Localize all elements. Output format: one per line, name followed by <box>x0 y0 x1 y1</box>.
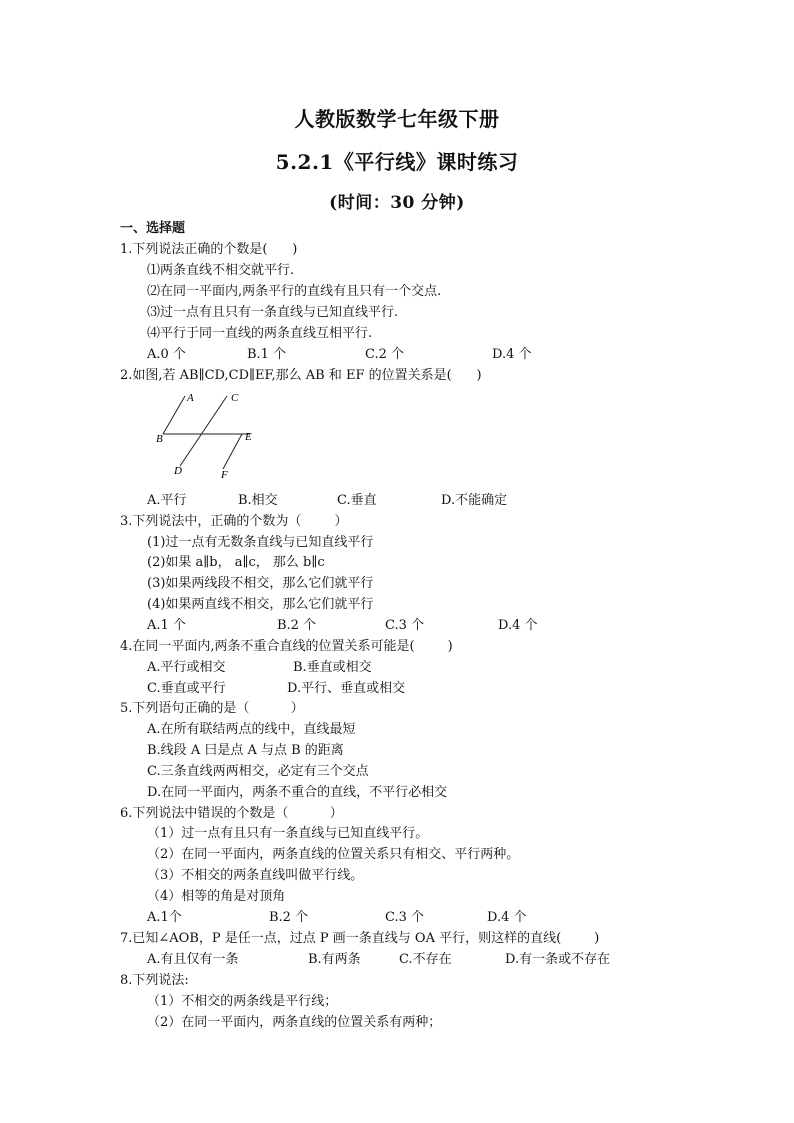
q6-option-b: B.2 个 <box>269 910 309 925</box>
q6-item-1: （1）过一点有且只有一条直线与已知直线平行。 <box>147 826 429 841</box>
label-d: D <box>174 465 182 477</box>
line-ab <box>163 396 185 434</box>
q5-option-d: D.在同一平面内，两条不重合的直线，不平行必相交 <box>147 785 448 800</box>
label-e: E <box>245 431 252 443</box>
q1-item-1: ⑴两条直线不相交就平行. <box>147 263 295 278</box>
label-a: A <box>187 393 194 404</box>
q4-option-c: C.垂直或平行 <box>147 681 226 696</box>
q2-option-c: C.垂直 <box>337 493 377 508</box>
q2-option-d: D.不能确定 <box>441 493 508 508</box>
question-1-stem: 1.下列说法正确的个数是( ) <box>120 242 298 257</box>
q2-option-a: A.平行 <box>147 493 187 508</box>
q1-item-4: ⑷平行于同一直线的两条直线互相平行. <box>147 326 373 341</box>
line-cd <box>180 396 227 466</box>
q1-option-c: C.2 个 <box>365 347 405 362</box>
q3-item-1: (1)过一点有无数条直线与已知直线平行 <box>147 535 374 550</box>
q7-option-c: C.不存在 <box>399 952 452 967</box>
q3-option-a: A.1 个 <box>147 618 186 633</box>
q6-item-3: （3）不相交的两条直线叫做平行线。 <box>147 868 364 883</box>
line-ef <box>223 434 242 469</box>
q1-item-3: ⑶过一点有且只有一条直线与已知直线平行. <box>147 305 399 320</box>
q1-option-d: D.4 个 <box>492 347 532 362</box>
q5-option-a: A.在所有联结两点的线中，直线最短 <box>147 722 356 737</box>
q4-option-a: A.平行或相交 <box>147 660 226 675</box>
question-7-stem: 7.已知∠AOB，P 是任一点，过点 P 画一条直线与 OA 平行，则这样的直线( ) <box>120 931 600 946</box>
q3-item-4: (4)如果两直线不相交，那么它们就平行 <box>147 597 374 612</box>
time-limit: (时间：30 分钟) <box>329 193 465 213</box>
label-c: C <box>231 393 239 404</box>
q6-option-d: D.4 个 <box>487 910 527 925</box>
q6-item-4: （4）相等的角是对顶角 <box>147 889 286 904</box>
q8-item-1: （1）不相交的两条线是平行线； <box>147 994 338 1009</box>
q1-option-a: A.0 个 <box>147 347 186 362</box>
q3-option-b: B.2 个 <box>277 618 317 633</box>
q2-option-b: B.相交 <box>238 493 278 508</box>
q3-option-c: C.3 个 <box>385 618 425 633</box>
doc-subtitle: 5.2.1《平行线》课时练习 <box>275 150 519 174</box>
question-2-stem: 2.如图,若 AB∥CD,CD∥EF,那么 AB 和 EF 的位置关系是( ) <box>120 368 482 383</box>
doc-title: 人教版数学七年级下册 <box>294 107 500 131</box>
q5-option-b: B.线段 A 曰是点 A 与点 B 的距离 <box>147 743 344 758</box>
q4-option-b: B.垂直或相交 <box>293 660 372 675</box>
q7-option-a: A.有且仅有一条 <box>147 952 239 967</box>
q1-item-2: ⑵在同一平面内,两条平行的直线有且只有一个交点. <box>147 284 442 299</box>
q3-item-2: (2)如果 a∥b， a∥c， 那么 b∥c <box>147 555 325 570</box>
q8-item-2: （2）在同一平面内，两条直线的位置关系有两种； <box>147 1015 442 1030</box>
q5-option-c: C.三条直线两两相交，必定有三个交点 <box>147 764 369 779</box>
question-3-stem: 3.下列说法中，正确的个数为（ ） <box>120 514 348 529</box>
question-6-stem: 6.下列说法中错误的个数是（ ） <box>120 806 343 821</box>
label-b: B <box>156 433 163 445</box>
question-5-stem: 5.下列语句正确的是（ ） <box>120 701 304 716</box>
question-8-stem: 8.下列说法: <box>120 973 189 988</box>
q7-option-b: B.有两条 <box>308 952 361 967</box>
q1-option-b: B.1 个 <box>247 347 287 362</box>
q6-option-c: C.3 个 <box>385 910 425 925</box>
section-heading: 一、选择题 <box>120 221 186 236</box>
question-4-stem: 4.在同一平面内,两条不重合直线的位置关系可能是( ) <box>120 639 453 654</box>
q6-item-2: （2）在同一平面内，两条直线的位置关系只有相交、平行两种。 <box>147 847 520 862</box>
q7-option-d: D.有一条或不存在 <box>505 952 611 967</box>
q6-option-a: A.1个 <box>147 910 182 925</box>
q3-item-3: (3)如果两线段不相交，那么它们就平行 <box>147 576 374 591</box>
q4-option-d: D.平行、垂直或相交 <box>287 681 406 696</box>
q3-option-d: D.4 个 <box>498 618 538 633</box>
label-f: F <box>221 469 228 481</box>
parallel-lines-figure <box>155 393 265 483</box>
